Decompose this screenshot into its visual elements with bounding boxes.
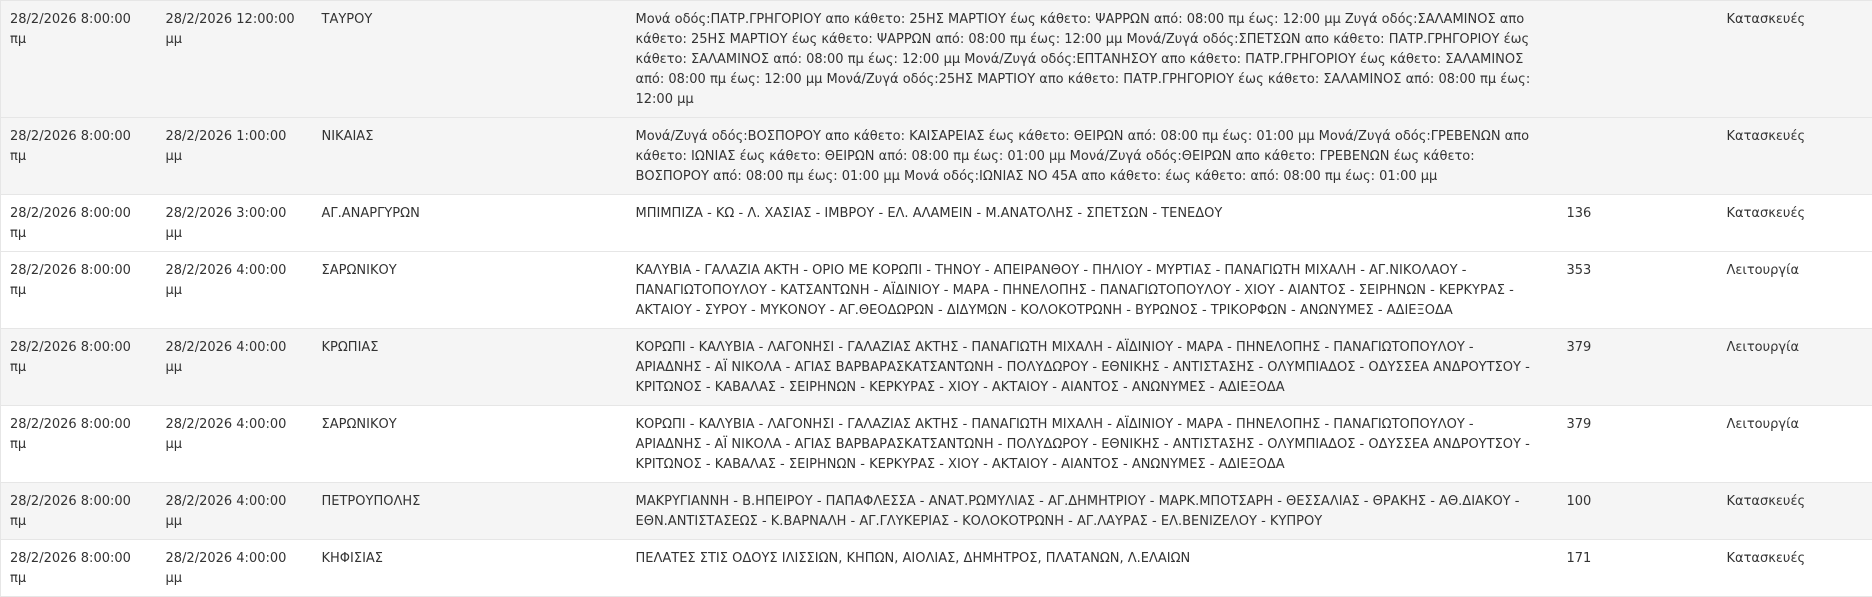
customers-cell: 379 — [1558, 406, 1718, 483]
area-cell: ΣΑΡΩΝΙΚΟΥ — [313, 252, 627, 329]
end-time-cell: 28/2/2026 4:00:00 μμ — [157, 406, 313, 483]
start-time-cell: 28/2/2026 8:00:00 πμ — [1, 252, 157, 329]
type-cell: Κατασκευές — [1718, 195, 1872, 252]
customers-cell: 100 — [1558, 483, 1718, 540]
table-row — [1, 195, 1872, 252]
table-row — [1, 252, 1872, 329]
area-cell: ΠΕΤΡΟΥΠΟΛΗΣ — [313, 483, 627, 540]
streets-cell: ΠΕΛΑΤΕΣ ΣΤΙΣ ΟΔΟΥΣ ΙΛΙΣΣΙΩΝ, ΚΗΠΩΝ, ΑΙΟΛΙΑΣ, ΔΗΜΗΤΡΟΣ, ΠΛΑΤΑΝΩΝ, Λ.ΕΛΑΙΩΝ — [627, 540, 1558, 597]
type-cell: Κατασκευές — [1718, 1, 1872, 118]
end-time-cell: 28/2/2026 4:00:00 μμ — [157, 483, 313, 540]
customers-cell — [1558, 118, 1718, 195]
streets-cell: Μονά οδός:ΠΑΤΡ.ΓΡΗΓΟΡΙΟΥ απο κάθετο: 25ΗΣ ΜΑΡΤΙΟΥ έως κάθετο: ΨΑΡΡΩΝ από: 08:00 πμ έως: 12:00 μμ Ζυγά οδός:ΣΑΛΑΜΙΝΟΣ απο κάθετο: 25ΗΣ ΜΑΡΤΙΟΥ έως κάθετο: ΨΑΡΡΩΝ από: 08:00 πμ έως: 12:00 μμ Μονά/Ζυγά οδός:ΣΠΕΤΣΩΝ απο κάθετο: ΠΑΤΡ.ΓΡΗΓΟΡΙΟΥ έως κάθετο: ΣΑΛΑΜΙΝΟΣ από: 08:00 πμ έως: 12:00 μμ Μονά/Ζυγά οδός:ΕΠΤΑΝΗΣΟΥ απο κάθετο: ΠΑΤΡ.ΓΡΗΓΟΡΙΟΥ έως κάθετο: ΣΑΛΑΜΙΝΟΣ από: 08:00 πμ έως: 12:00 μμ Μονά/Ζυγά οδός:25ΗΣ ΜΑΡΤΙΟΥ απο κάθετο: ΠΑΤΡ.ΓΡΗΓΟΡΙΟΥ έως κάθετο: ΣΑΛΑΜΙΝΟΣ από: 08:00 πμ έως: 12:00 μμ — [627, 1, 1558, 118]
area-cell: ΣΑΡΩΝΙΚΟΥ — [313, 406, 627, 483]
customers-cell: 379 — [1558, 329, 1718, 406]
end-time-cell: 28/2/2026 12:00:00 μμ — [157, 1, 313, 118]
start-time-cell: 28/2/2026 8:00:00 πμ — [1, 118, 157, 195]
customers-cell — [1558, 1, 1718, 118]
start-time-cell: 28/2/2026 8:00:00 πμ — [1, 329, 157, 406]
type-cell: Κατασκευές — [1718, 118, 1872, 195]
area-cell: ΝΙΚΑΙΑΣ — [313, 118, 627, 195]
end-time-cell: 28/2/2026 4:00:00 μμ — [157, 252, 313, 329]
end-time-cell: 28/2/2026 4:00:00 μμ — [157, 540, 313, 597]
customers-cell: 171 — [1558, 540, 1718, 597]
type-cell: Λειτουργία — [1718, 329, 1872, 406]
table-row — [1, 406, 1872, 483]
start-time-cell: 28/2/2026 8:00:00 πμ — [1, 406, 157, 483]
start-time-cell: 28/2/2026 8:00:00 πμ — [1, 1, 157, 118]
streets-cell: Μονά/Ζυγά οδός:ΒΟΣΠΟΡΟΥ απο κάθετο: ΚΑΙΣΑΡΕΙΑΣ έως κάθετο: ΘΕΙΡΩΝ από: 08:00 πμ έως: 01:00 μμ Μονά/Ζυγά οδός:ΓΡΕΒΕΝΩΝ απο κάθετο: ΙΩΝΙΑΣ έως κάθετο: ΘΕΙΡΩΝ από: 08:00 πμ έως: 01:00 μμ Μονά/Ζυγά οδός:ΘΕΙΡΩΝ απο κάθετο: ΓΡΕΒΕΝΩΝ έως κάθετο: ΒΟΣΠΟΡΟΥ από: 08:00 πμ έως: 01:00 μμ Μονά οδός:ΙΩΝΙΑΣ ΝΟ 45Α απο κάθετο: έως κάθετο: από: 08:00 πμ έως: 01:00 μμ — [627, 118, 1558, 195]
streets-cell: ΚΟΡΩΠΙ - ΚΑΛΥΒΙΑ - ΛΑΓΟΝΗΣΙ - ΓΑΛΑΖΙΑΣ ΑΚΤΗΣ - ΠΑΝΑΓΙΩΤΗ ΜΙΧΑΛΗ - ΑΪΔΙΝΙΟΥ - ΜΑΡΑ - ΠΗΝΕΛΟΠΗΣ - ΠΑΝΑΓΙΩΤΟΠΟΥΛΟΥ - ΑΡΙΑΔΝΗΣ - ΑΪ ΝΙΚΟΛΑ - ΑΓΙΑΣ ΒΑΡΒΑΡΑΣΚΑΤΣΑΝΤΩΝΗ - ΠΟΛΥΔΩΡΟΥ - ΕΘΝΙΚΗΣ - ΑΝΤΙΣΤΑΣΗΣ - ΟΛΥΜΠΙΑΔΟΣ - ΟΔΥΣΣΕΑ ΑΝΔΡΟΥΤΣΟΥ - ΚΡΙΤΩΝΟΣ - ΚΑΒΑΛΑΣ - ΣΕΙΡΗΝΩΝ - ΚΕΡΚΥΡΑΣ - ΧΙΟΥ - ΑΚΤΑΙΟΥ - ΑΙΑΝΤΟΣ - ΑΝΩΝΥΜΕΣ - ΑΔΙΕΞΟΔΑ — [627, 329, 1558, 406]
table-row — [1, 1, 1872, 118]
area-cell: ΚΡΩΠΙΑΣ — [313, 329, 627, 406]
area-cell: ΚΗΦΙΣΙΑΣ — [313, 540, 627, 597]
type-cell: Κατασκευές — [1718, 483, 1872, 540]
start-time-cell: 28/2/2026 8:00:00 πμ — [1, 540, 157, 597]
start-time-cell: 28/2/2026 8:00:00 πμ — [1, 483, 157, 540]
end-time-cell: 28/2/2026 4:00:00 μμ — [157, 329, 313, 406]
table-row — [1, 540, 1872, 597]
streets-cell: ΚΟΡΩΠΙ - ΚΑΛΥΒΙΑ - ΛΑΓΟΝΗΣΙ - ΓΑΛΑΖΙΑΣ ΑΚΤΗΣ - ΠΑΝΑΓΙΩΤΗ ΜΙΧΑΛΗ - ΑΪΔΙΝΙΟΥ - ΜΑΡΑ - ΠΗΝΕΛΟΠΗΣ - ΠΑΝΑΓΙΩΤΟΠΟΥΛΟΥ - ΑΡΙΑΔΝΗΣ - ΑΪ ΝΙΚΟΛΑ - ΑΓΙΑΣ ΒΑΡΒΑΡΑΣΚΑΤΣΑΝΤΩΝΗ - ΠΟΛΥΔΩΡΟΥ - ΕΘΝΙΚΗΣ - ΑΝΤΙΣΤΑΣΗΣ - ΟΛΥΜΠΙΑΔΟΣ - ΟΔΥΣΣΕΑ ΑΝΔΡΟΥΤΣΟΥ - ΚΡΙΤΩΝΟΣ - ΚΑΒΑΛΑΣ - ΣΕΙΡΗΝΩΝ - ΚΕΡΚΥΡΑΣ - ΧΙΟΥ - ΑΚΤΑΙΟΥ - ΑΙΑΝΤΟΣ - ΑΝΩΝΥΜΕΣ - ΑΔΙΕΞΟΔΑ — [627, 406, 1558, 483]
end-time-cell: 28/2/2026 1:00:00 μμ — [157, 118, 313, 195]
type-cell: Κατασκευές — [1718, 540, 1872, 597]
type-cell: Λειτουργία — [1718, 406, 1872, 483]
streets-cell: ΜΠΙΜΠΙΖΑ - ΚΩ - Λ. ΧΑΣΙΑΣ - ΙΜΒΡΟΥ - ΕΛ. ΑΛΑΜΕΙΝ - Μ.ΑΝΑΤΟΛΗΣ - ΣΠΕΤΣΩΝ - ΤΕΝΕΔΟΥ — [627, 195, 1558, 252]
end-time-cell: 28/2/2026 3:00:00 μμ — [157, 195, 313, 252]
table-row — [1, 329, 1872, 406]
start-time-cell: 28/2/2026 8:00:00 πμ — [1, 195, 157, 252]
customers-cell: 353 — [1558, 252, 1718, 329]
streets-cell: ΚΑΛΥΒΙΑ - ΓΑΛΑΖΙΑ ΑΚΤΗ - ΟΡΙΟ ΜΕ ΚΟΡΩΠΙ - ΤΗΝΟΥ - ΑΠΕΙΡΑΝΘΟΥ - ΠΗΛΙΟΥ - ΜΥΡΤΙΑΣ - ΠΑΝΑΓΙΩΤΗ ΜΙΧΑΛΗ - ΑΓ.ΝΙΚΟΛΑΟΥ - ΠΑΝΑΓΙΩΤΟΠΟΥΛΟΥ - ΚΑΤΣΑΝΤΩΝΗ - ΑΪΔΙΝΙΟΥ - ΜΑΡΑ - ΠΗΝΕΛΟΠΗΣ - ΠΑΝΑΓΙΩΤΟΠΟΥΛΟΥ - ΧΙΟΥ - ΑΙΑΝΤΟΣ - ΣΕΙΡΗΝΩΝ - ΚΕΡΚΥΡΑΣ - ΑΚΤΑΙΟΥ - ΣΥΡΟΥ - ΜΥΚΟΝΟΥ - ΑΓ.ΘΕΟΔΩΡΩΝ - ΔΙΔΥΜΩΝ - ΚΟΛΟΚΟΤΡΩΝΗ - ΒΥΡΩΝΟΣ - ΤΡΙΚΟΡΦΩΝ - ΑΝΩΝΥΜΕΣ - ΑΔΙΕΞΟΔΑ — [627, 252, 1558, 329]
area-cell: ΤΑΥΡΟΥ — [313, 1, 627, 118]
table-row — [1, 483, 1872, 540]
customers-cell: 136 — [1558, 195, 1718, 252]
table-row — [1, 118, 1872, 195]
area-cell: ΑΓ.ΑΝΑΡΓΥΡΩΝ — [313, 195, 627, 252]
streets-cell: ΜΑΚΡΥΓΙΑΝΝΗ - Β.ΗΠΕΙΡΟΥ - ΠΑΠΑΦΛΕΣΣΑ - ΑΝΑΤ.ΡΩΜΥΛΙΑΣ - ΑΓ.ΔΗΜΗΤΡΙΟΥ - ΜΑΡΚ.ΜΠΟΤΣΑΡΗ - ΘΕΣΣΑΛΙΑΣ - ΘΡΑΚΗΣ - ΑΘ.ΔΙΑΚΟΥ - ΕΘΝ.ΑΝΤΙΣΤΑΣΕΩΣ - Κ.ΒΑΡΝΑΛΗ - ΑΓ.ΓΛΥΚΕΡΙΑΣ - ΚΟΛΟΚΟΤΡΩΝΗ - ΑΓ.ΛΑΥΡΑΣ - ΕΛ.ΒΕΝΙΖΕΛΟΥ - ΚΥΠΡΟΥ — [627, 483, 1558, 540]
type-cell: Λειτουργία — [1718, 252, 1872, 329]
